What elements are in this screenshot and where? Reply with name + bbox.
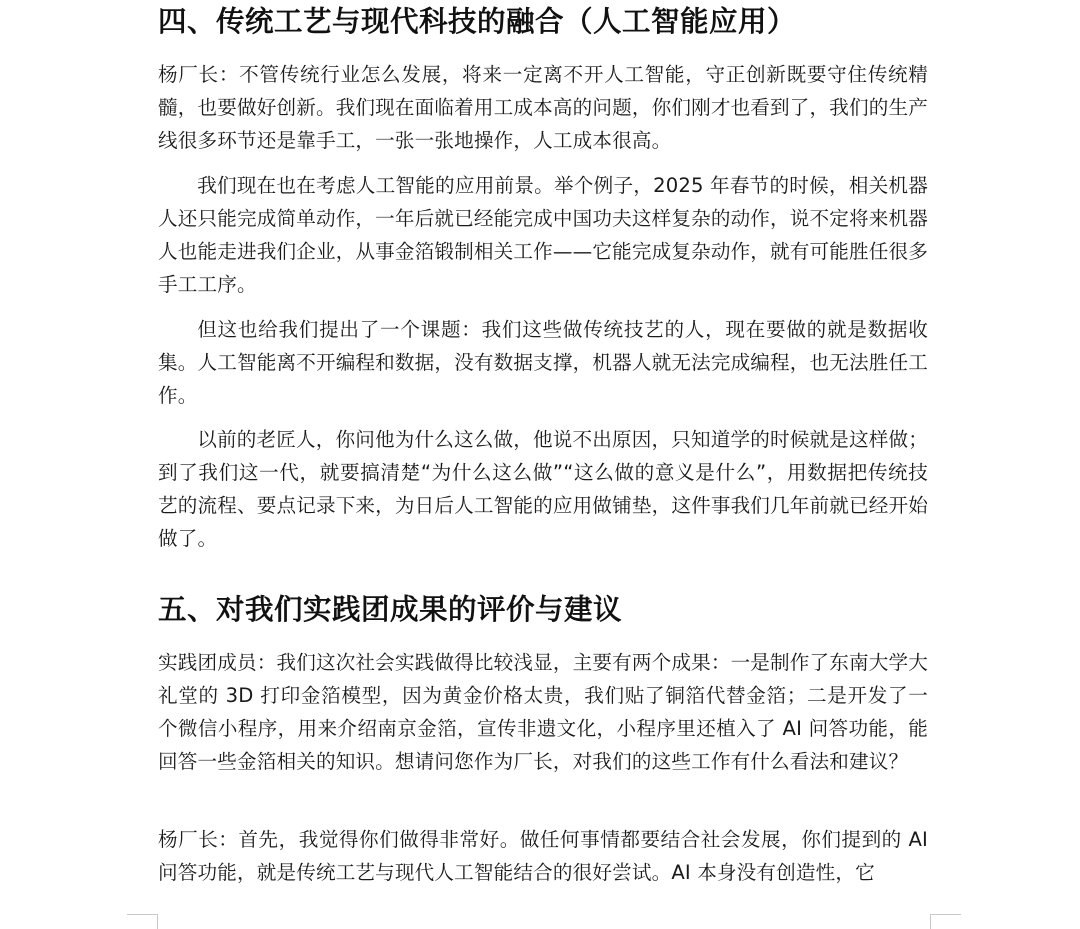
paragraph: 实践团成员：我们这次社会实践做得比较浅显，主要有两个成果：一是制作了东南大学大礼堂的 3D 打印金箔模型，因为黄金价格太贵，我们贴了铜箔代替金箔；二是开发了一个微信小程序，用来介绍南京金箔，宣传非遗文化，小程序里还植入了 AI 问答功能，能回答一些金箔相关的知识。想请问您作为厂长，对我们的这些工作有什么看法和建议？	[158, 651, 929, 773]
section-5-heading: 五、对我们实践团成果的评价与建议	[158, 593, 623, 626]
page-margin-corner-left	[127, 914, 158, 929]
paragraph: 以前的老匠人，你问他为什么这么做，他说不出原因，只知道学的时候就是这样做；到了我们这一代，就要搞清楚“为什么这么做”“这么做的意义是什么”，用数据把传统技艺的流程、要点记录下来，为日后人工智能的应用做铺垫，这件事我们几年前就已经开始做了。	[158, 428, 929, 550]
section-4-heading: 四、传统工艺与现代科技的融合（人工智能应用）	[158, 5, 797, 38]
paragraph: 杨厂长：不管传统行业怎么发展，将来一定离不开人工智能，守正创新既要守住传统精髓，也要做好创新。我们现在面临着用工成本高的问题，你们刚才也看到了，我们的生产线很多环节还是靠手工，一张一张地操作，人工成本很高。	[158, 63, 929, 152]
paragraph: 我们现在也在考虑人工智能的应用前景。举个例子，2025 年春节的时候，相关机器人还只能完成简单动作，一年后就已经能完成中国功夫这样复杂的动作，说不定将来机器人也能走进我们企业，从事金箔锻制相关工作——它能完成复杂动作，就有可能胜任很多手工工序。	[158, 174, 929, 296]
page-margin-corner-right	[930, 914, 961, 929]
paragraph: 但这也给我们提出了一个课题：我们这些做传统技艺的人，现在要做的就是数据收集。人工智能离不开编程和数据，没有数据支撑，机器人就无法完成编程，也无法胜任工作。	[158, 318, 929, 407]
paragraph: 杨厂长：首先，我觉得你们做得非常好。做任何事情都要结合社会发展，你们提到的 AI 问答功能，就是传统工艺与现代人工智能结合的很好尝试。AI 本身没有创造性，它	[158, 828, 928, 884]
